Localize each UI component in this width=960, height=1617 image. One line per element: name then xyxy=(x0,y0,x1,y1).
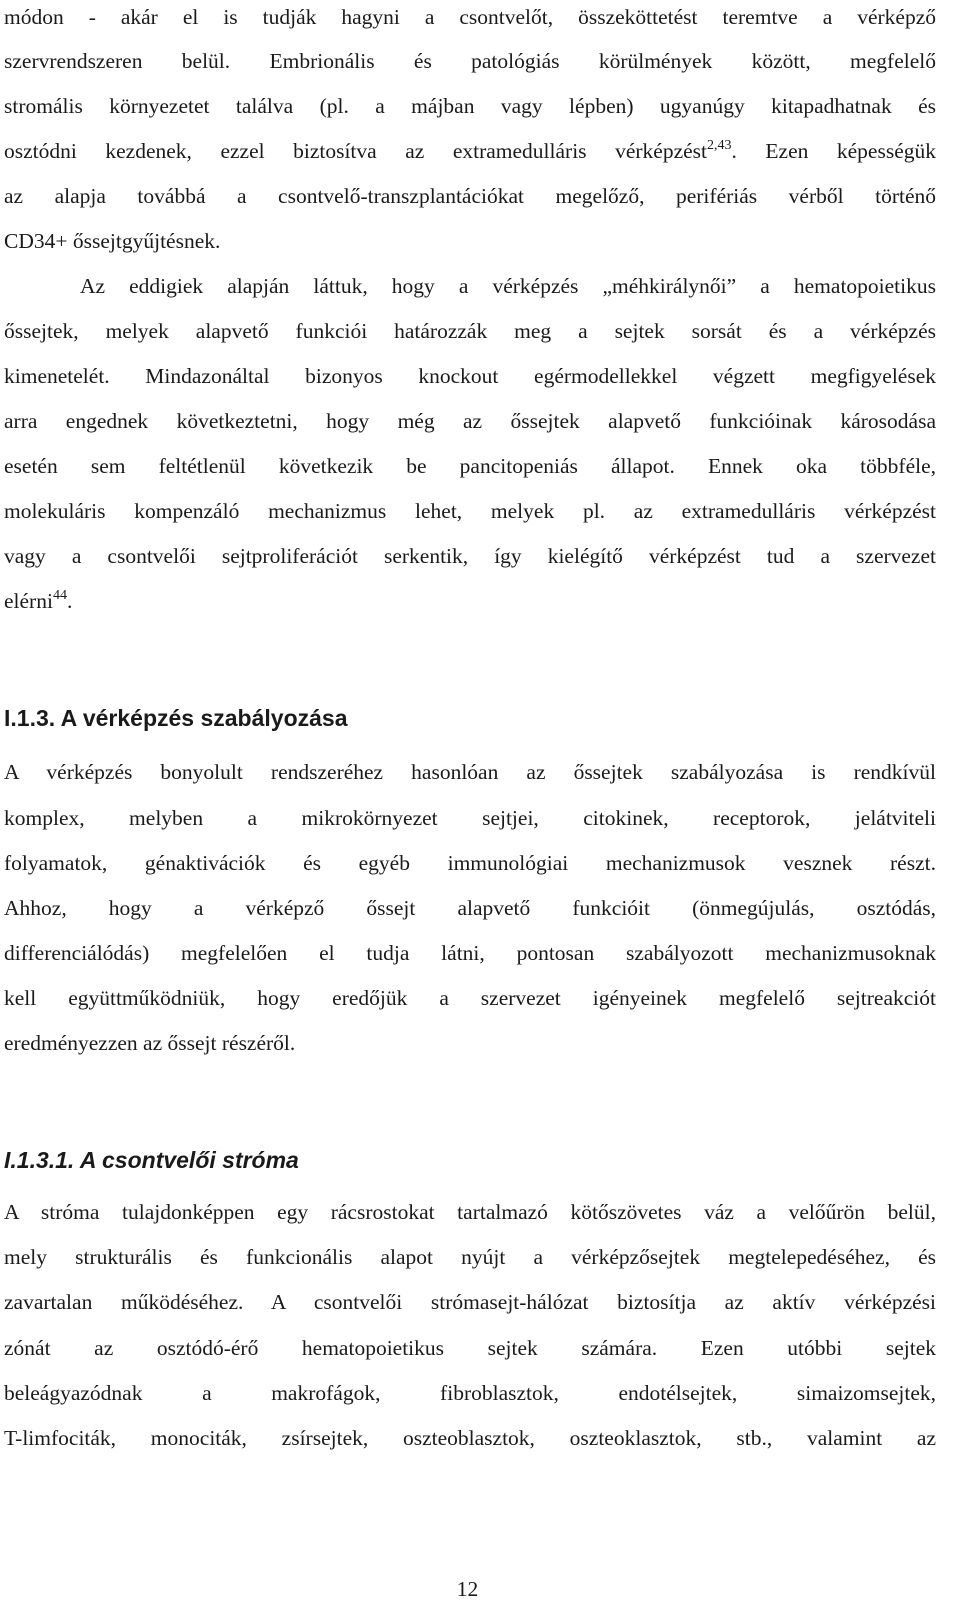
paragraph-line: molekuláris kompenzáló mechanizmus lehet, melyek pl. az extramedulláris vérképzést xyxy=(4,499,936,523)
paragraph-line: kimenetelét. Mindazonáltal bizonyos knockout egérmodellekkel végzett megfigyelések xyxy=(4,364,936,388)
paragraph-line: eredményezzen az őssejt részéről. xyxy=(4,1031,296,1055)
line-text: elérni xyxy=(4,589,53,613)
paragraph-line: szervrendszeren belül. Embrionális és patológiás körülmények között, megfelelő xyxy=(4,49,936,73)
paragraph-line: az alapja továbbá a csontvelő-transzplantációkat megelőző, perifériás vérből történő xyxy=(4,184,936,208)
paragraph-line: zónát az osztódó-érő hematopoietikus sejtek számára. Ezen utóbbi sejtek xyxy=(4,1336,936,1360)
paragraph-line: T-limfociták, monociták, zsírsejtek, oszteoblasztok, oszteoklasztok, stb., valamint az xyxy=(4,1426,936,1450)
paragraph-line: CD34+ őssejtgyűjtésnek. xyxy=(4,229,221,253)
paragraph-line: differenciálódás) megfelelően el tudja látni, pontosan szabályozott mechanizmusoknak xyxy=(4,941,936,965)
paragraph-line: stromális környezetet találva (pl. a májban vagy lépben) ugyanúgy kitapadhatnak és xyxy=(4,94,936,118)
page-number: 12 xyxy=(456,1577,479,1601)
paragraph-line: arra engednek következtetni, hogy még az őssejtek alapvető funkcióinak károsodása xyxy=(4,409,936,433)
paragraph-line-with-citation xyxy=(4,586,936,616)
paragraph-line: A stróma tulajdonképpen egy rácsrostokat tartalmazó kötőszövetes váz a velőűrön belül, xyxy=(4,1200,936,1224)
citation-ref: 2,43 xyxy=(707,138,732,153)
subsection-heading: I.1.3.1. A csontvelői stróma xyxy=(4,1147,299,1173)
paragraph-line: őssejtek, melyek alapvető funkciói határozzák meg a sejtek sorsát és a vérképzés xyxy=(4,319,936,343)
paragraph-line: vagy a csontvelői sejtproliferációt serkentik, így kielégítő vérképzést tud a szervezet xyxy=(4,544,936,568)
paragraph-line: komplex, melyben a mikrokörnyezet sejtjei, citokinek, receptorok, jelátviteli xyxy=(4,806,936,830)
paragraph-line: folyamatok, génaktivációk és egyéb immunológiai mechanizmusok vesznek részt. xyxy=(4,851,936,875)
section-heading: I.1.3. A vérképzés szabályozása xyxy=(4,705,348,731)
paragraph-line: beleágyazódnak a makrofágok, fibroblasztok, endotélsejtek, simaizomsejtek, xyxy=(4,1381,936,1405)
citation-ref: 44 xyxy=(52,588,67,603)
paragraph-line: Az eddigiek alapján láttuk, hogy a vérképzés „méhkirálynői” a hematopoietikus xyxy=(80,274,936,298)
paragraph-line-with-citation xyxy=(4,136,936,166)
paragraph-line: módon - akár el is tudják hagyni a csontvelőt, összeköttetést teremtve a vérképző xyxy=(4,5,936,29)
paragraph-line: Ahhoz, hogy a vérképző őssejt alapvető funkcióit (önmegújulás, osztódás, xyxy=(4,896,936,920)
paragraph-line: kell együttműködniük, hogy eredőjük a szervezet igényeinek megfelelő sejtreakciót xyxy=(4,986,936,1010)
line-tail: . xyxy=(66,589,73,613)
line-text: osztódni kezdenek, ezzel biztosítva az extramedulláris vérképzést xyxy=(4,139,707,163)
paragraph-line: esetén sem feltétlenül következik be pancitopeniás állapot. Ennek oka többféle, xyxy=(4,454,936,478)
line-tail: . Ezen képességük xyxy=(731,139,936,163)
paragraph-line: A vérképzés bonyolult rendszeréhez hasonlóan az őssejtek szabályozása is rendkívül xyxy=(4,760,936,784)
paragraph-line: mely strukturális és funkcionális alapot nyújt a vérképzősejtek megtelepedéséhez, és xyxy=(4,1245,936,1269)
paragraph-line: zavartalan működéséhez. A csontvelői strómasejt-hálózat biztosítja az aktív vérképzési xyxy=(4,1290,936,1314)
